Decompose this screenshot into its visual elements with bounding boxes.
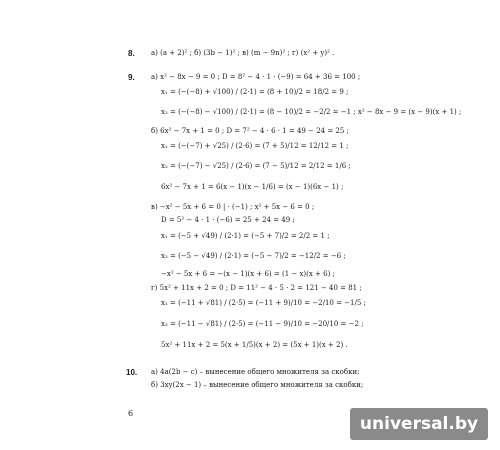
problem-9-line: −x² − 5x + 6 = −(x − 1)(x + 6) = (1 − x)(x + 6) ; — [161, 270, 335, 278]
problem-9-line: б) 6x² − 7x + 1 = 0 ; D = 7² − 4 · 6 · 1 = 49 − 24 = 25 ; — [151, 127, 349, 135]
problem-8-number: 8. — [128, 49, 135, 58]
problem-9-line: D = 5² − 4 · 1 · (−6) = 25 + 24 = 49 ; — [161, 216, 295, 224]
problem-9-line: x₁ = (−5 + √49) / (2·1) = (−5 + 7)/2 = 2/2 = 1 ; — [161, 232, 330, 240]
problem-9-line: x₁ = (−(−8) + √100) / (2·1) = (8 + 10)/2 = 18/2 = 9 ; — [161, 88, 349, 96]
problem-9-line: 5x² + 11x + 2 = 5(x + 1/5)(x + 2) = (5x + 1)(x + 2) . — [161, 341, 348, 349]
watermark-logo — [350, 408, 488, 440]
problem-9-number: 9. — [128, 73, 135, 82]
problem-9-line: 6x² − 7x + 1 = 6(x − 1)(x − 1/6) = (x − 1)(6x − 1) ; — [161, 183, 344, 191]
problem-9-line: x₂ = (−11 − √81) / (2·5) = (−11 − 9)/10 = −20/10 = −2 ; — [161, 320, 364, 328]
problem-10-number: 10. — [126, 368, 138, 377]
problem-9-line: x₁ = (−11 + √81) / (2·5) = (−11 + 9)/10 = −2/10 = −1/5 ; — [161, 299, 366, 307]
problem-8-line: а) (a + 2)² ; б) (3b − 1)² ; в) (m − 9n)² ; г) (x² + y)² . — [151, 49, 335, 57]
problem-9-line: в) −x² − 5x + 6 = 0 | · (−1) ; x² + 5x − 6 = 0 ; — [151, 203, 315, 211]
problem-9-line: а) x² − 8x − 9 = 0 ; D = 8² − 4 · 1 · (−9) = 64 + 36 = 100 ; — [151, 73, 361, 81]
problem-9-line: x₂ = (−5 − √49) / (2·1) = (−5 − 7)/2 = −12/2 = −6 ; — [161, 252, 346, 260]
page-number: 6 — [128, 409, 134, 418]
problem-10-line: а) 4a(2b − c) – вынесение общего множителя за скобки; — [151, 368, 360, 376]
problem-9-line: г) 5x² + 11x + 2 = 0 ; D = 11² − 4 · 5 · 2 = 121 − 40 = 81 ; — [151, 284, 362, 292]
watermark-text: universal.by — [359, 414, 479, 434]
problem-9-line: x₂ = (−(−7) − √25) / (2·6) = (7 − 5)/12 = 2/12 = 1/6 ; — [161, 162, 351, 170]
problem-9-line: x₂ = (−(−8) − √100) / (2·1) = (8 − 10)/2 = −2/2 = −1 ; x² − 8x − 9 = (x − 9)(x + 1) ; — [161, 108, 462, 116]
problem-9-line: x₁ = (−(−7) + √25) / (2·6) = (7 + 5)/12 = 12/12 = 1 ; — [161, 142, 349, 150]
problem-10-line: б) 3xy(2x − 1) – вынесение общего множителя за скобки; — [151, 381, 364, 389]
